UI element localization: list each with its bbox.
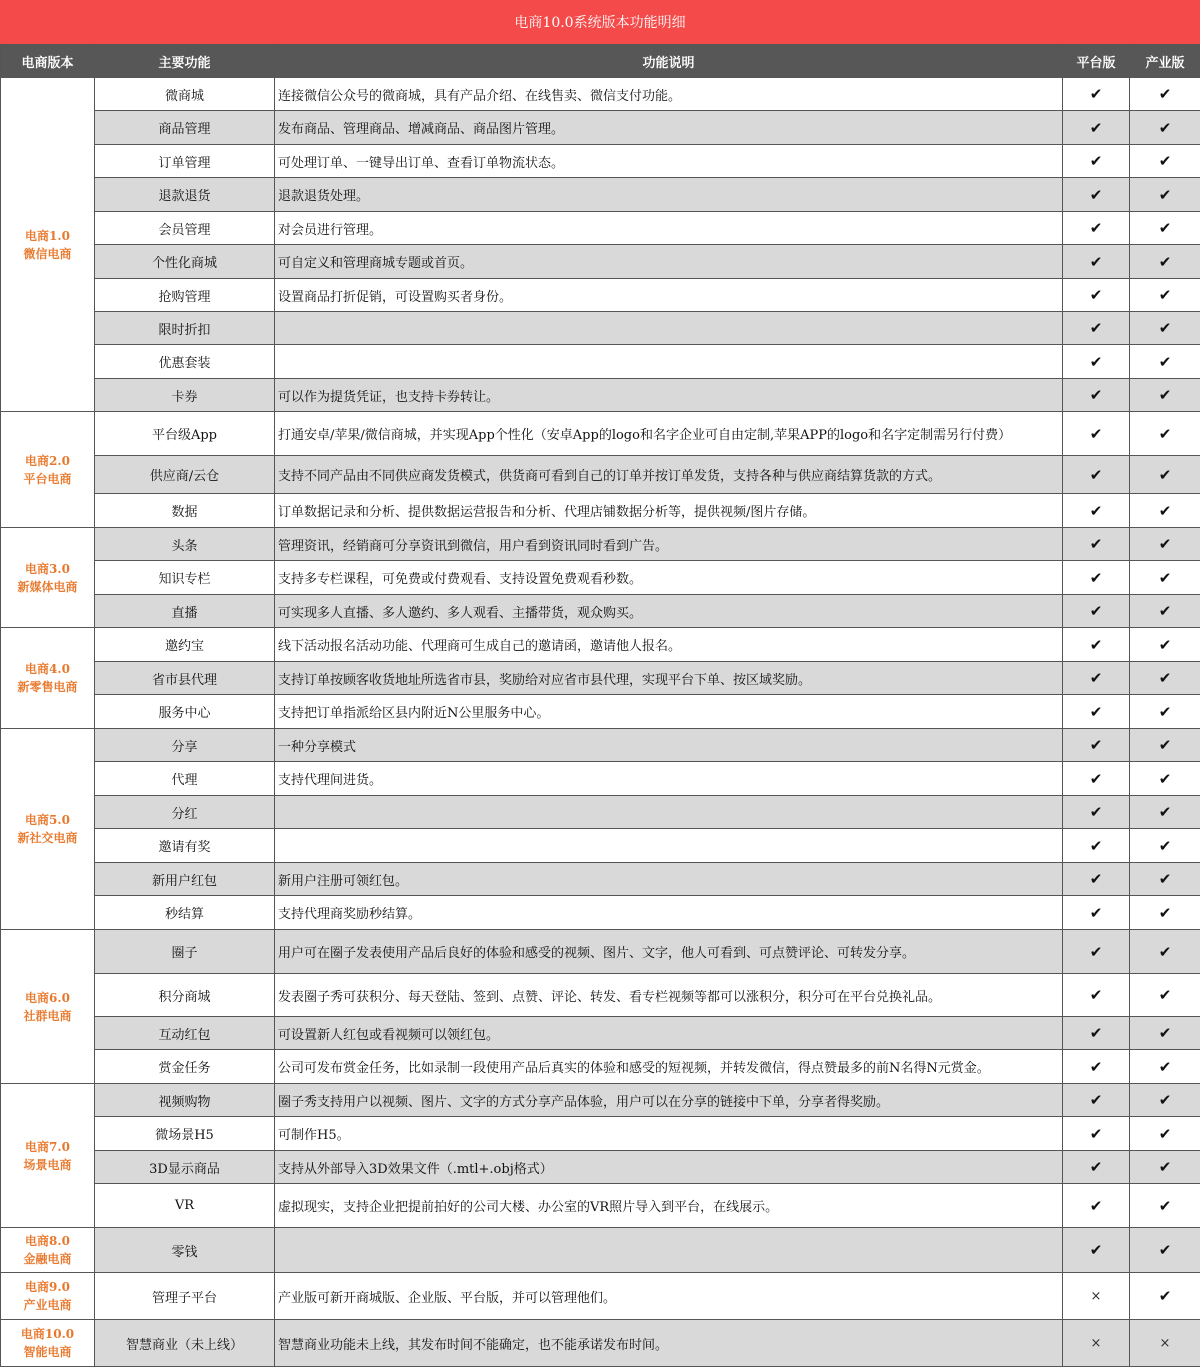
feature-description: 产业版可新开商城版、企业版、平台版，并可以管理他们。 (275, 1273, 1063, 1320)
feature-name: 平台级App (95, 412, 275, 456)
platform-mark: ✔ (1063, 1017, 1130, 1050)
feature-description: 可设置新人红包或看视频可以领红包。 (275, 1017, 1063, 1050)
table-row (1, 1228, 1200, 1273)
feature-name: 圈子 (95, 930, 275, 974)
feature-description (275, 345, 1063, 379)
table-row (1, 412, 1200, 456)
industry-mark: ✔ (1130, 1050, 1200, 1084)
feature-description: 支持不同产品由不同供应商发货模式，供货商可看到自己的订单并按订单发货，支持各种与供应商结算货款的方式。 (275, 456, 1063, 494)
feature-name: 省市县代理 (95, 662, 275, 695)
version-label (1, 528, 95, 628)
feature-description: 支持从外部导入3D效果文件（.mtl+.obj格式） (275, 1151, 1063, 1184)
header-feature: 主要功能 (95, 45, 275, 78)
table-row (1, 379, 1200, 412)
platform-mark: ✔ (1063, 561, 1130, 595)
version-label (1, 1273, 95, 1320)
feature-name: 邀约宝 (95, 628, 275, 662)
platform-mark: ✔ (1063, 1050, 1130, 1084)
table-row (1, 494, 1200, 528)
platform-mark: ✔ (1063, 762, 1130, 796)
industry-mark: ✔ (1130, 456, 1200, 494)
industry-mark: ✔ (1130, 494, 1200, 528)
table-row (1, 145, 1200, 178)
feature-description (275, 312, 1063, 345)
feature-description: 圈子秀支持用户以视频、图片、文字的方式分享产品体验，用户可以在分享的链接中下单，分享者得奖励。 (275, 1084, 1063, 1117)
feature-description: 线下活动报名活动功能、代理商可生成自己的邀请函，邀请他人报名。 (275, 628, 1063, 662)
table-row (1, 896, 1200, 930)
version-label (1, 628, 95, 729)
feature-description: 可处理订单、一键导出订单、查看订单物流状态。 (275, 145, 1063, 178)
feature-name: 代理 (95, 762, 275, 796)
feature-description: 用户可在圈子发表使用产品后良好的体验和感受的视频、图片、文字，他人可看到、可点赞评论、可转发分享。 (275, 930, 1063, 974)
feature-description: 支持代理商奖励秒结算。 (275, 896, 1063, 930)
version-number: 电商7.0 (25, 1139, 70, 1154)
industry-mark: ✔ (1130, 245, 1200, 279)
feature-name: 优惠套装 (95, 345, 275, 379)
industry-mark: ✔ (1130, 78, 1200, 111)
version-category: 金融电商 (23, 1252, 72, 1266)
feature-name: 微商城 (95, 78, 275, 111)
feature-description: 发表圈子秀可获积分、每天登陆、签到、点赞、评论、转发、看专栏视频等都可以涨积分，积分可在平台兑换礼品。 (275, 974, 1063, 1017)
feature-description: 支持订单按顾客收货地址所选省市县，奖励给对应省市县代理，实现平台下单、按区域奖励。 (275, 662, 1063, 695)
version-category: 场景电商 (23, 1157, 72, 1172)
platform-mark: ✔ (1063, 312, 1130, 345)
feature-description: 新用户注册可领红包。 (275, 863, 1063, 896)
table-row (1, 1273, 1200, 1320)
version-number: 电商3.0 (25, 561, 70, 576)
version-number: 电商1.0 (25, 228, 70, 243)
platform-mark: ✔ (1063, 111, 1130, 145)
industry-mark: ✔ (1130, 528, 1200, 561)
feature-name: 零钱 (95, 1228, 275, 1273)
platform-mark: ✔ (1063, 494, 1130, 528)
version-category: 新零售电商 (17, 680, 78, 694)
header-platform: 平台版 (1063, 45, 1130, 78)
platform-mark: × (1063, 1320, 1130, 1367)
table-row (1, 796, 1200, 829)
platform-mark: ✔ (1063, 1151, 1130, 1184)
feature-description (275, 829, 1063, 863)
feature-name: 微场景H5 (95, 1117, 275, 1151)
version-label (1, 78, 95, 412)
industry-mark: ✔ (1130, 930, 1200, 974)
platform-mark: ✔ (1063, 412, 1130, 456)
industry-mark: ✔ (1130, 695, 1200, 729)
industry-mark: ✔ (1130, 796, 1200, 829)
table-row (1, 1050, 1200, 1084)
feature-name: 商品管理 (95, 111, 275, 145)
table-row (1, 312, 1200, 345)
platform-mark: ✔ (1063, 863, 1130, 896)
industry-mark: ✔ (1130, 345, 1200, 379)
version-number: 电商5.0 (25, 813, 70, 827)
industry-mark: ✔ (1130, 111, 1200, 145)
feature-description: 可自定义和管理商城专题或首页。 (275, 245, 1063, 279)
feature-name: 个性化商城 (95, 245, 275, 279)
feature-description: 对会员进行管理。 (275, 212, 1063, 245)
table-row (1, 245, 1200, 279)
industry-mark: ✔ (1130, 595, 1200, 628)
industry-mark: ✔ (1130, 1151, 1200, 1184)
industry-mark: ✔ (1130, 1017, 1200, 1050)
feature-name: 限时折扣 (95, 312, 275, 345)
feature-description (275, 1228, 1063, 1273)
industry-mark: ✔ (1130, 279, 1200, 312)
feature-description: 支持把订单指派给区县内附近N公里服务中心。 (275, 695, 1063, 729)
version-number: 电商6.0 (25, 990, 70, 1005)
industry-mark: ✔ (1130, 1117, 1200, 1151)
platform-mark: ✔ (1063, 528, 1130, 561)
feature-name: 抢购管理 (95, 279, 275, 312)
platform-mark: ✔ (1063, 1184, 1130, 1228)
feature-name: 新用户红包 (95, 863, 275, 896)
platform-mark: ✔ (1063, 145, 1130, 178)
feature-description (275, 796, 1063, 829)
feature-name: 分红 (95, 796, 275, 829)
feature-name: 积分商城 (95, 974, 275, 1017)
feature-table (0, 44, 1200, 1367)
table-row (1, 78, 1200, 111)
table-row (1, 974, 1200, 1017)
table-row (1, 212, 1200, 245)
header-industry: 产业版 (1130, 45, 1200, 78)
feature-description: 连接微信公众号的微商城，具有产品介绍、在线售卖、微信支付功能。 (275, 78, 1063, 111)
feature-name: 分享 (95, 729, 275, 762)
feature-description: 退款退货处理。 (275, 178, 1063, 212)
version-number: 电商10.0 (20, 1327, 75, 1341)
version-category: 新社交电商 (17, 831, 78, 845)
platform-mark: ✔ (1063, 212, 1130, 245)
feature-name: 视频购物 (95, 1084, 275, 1117)
table-row (1, 1117, 1200, 1151)
platform-mark: ✔ (1063, 456, 1130, 494)
version-category: 平台电商 (23, 471, 72, 486)
feature-name: 赏金任务 (95, 1050, 275, 1084)
version-label (1, 729, 95, 930)
platform-mark: ✔ (1063, 695, 1130, 729)
platform-mark: ✔ (1063, 245, 1130, 279)
feature-name: 秒结算 (95, 896, 275, 930)
version-label (1, 412, 95, 528)
table-row (1, 628, 1200, 662)
industry-mark: ✔ (1130, 1228, 1200, 1273)
table-row (1, 1320, 1200, 1367)
platform-mark: ✔ (1063, 595, 1130, 628)
table-row (1, 345, 1200, 379)
table-row (1, 456, 1200, 494)
industry-mark: ✔ (1130, 662, 1200, 695)
industry-mark: ✔ (1130, 896, 1200, 930)
feature-name: VR (95, 1184, 275, 1228)
platform-mark: ✔ (1063, 1084, 1130, 1117)
feature-description: 智慧商业功能未上线，其发布时间不能确定，也不能承诺发布时间。 (275, 1320, 1063, 1367)
industry-mark: ✔ (1130, 412, 1200, 456)
version-category: 产业电商 (23, 1298, 72, 1312)
table-row (1, 1151, 1200, 1184)
feature-description: 发布商品、管理商品、增减商品、商品图片管理。 (275, 111, 1063, 145)
industry-mark: ✔ (1130, 178, 1200, 212)
platform-mark: ✔ (1063, 662, 1130, 695)
version-label (1, 1084, 95, 1228)
version-label (1, 1320, 95, 1367)
industry-mark: × (1130, 1320, 1200, 1367)
platform-mark: × (1063, 1273, 1130, 1320)
feature-name: 3D显示商品 (95, 1151, 275, 1184)
platform-mark: ✔ (1063, 345, 1130, 379)
header-description: 功能说明 (275, 45, 1063, 78)
platform-mark: ✔ (1063, 1228, 1130, 1273)
header-row (1, 45, 1200, 78)
version-category: 微信电商 (23, 246, 72, 261)
table-row (1, 762, 1200, 796)
feature-description: 一种分享模式 (275, 729, 1063, 762)
feature-name: 邀请有奖 (95, 829, 275, 863)
feature-description: 支持代理间进货。 (275, 762, 1063, 796)
industry-mark: ✔ (1130, 145, 1200, 178)
industry-mark: ✔ (1130, 829, 1200, 863)
feature-name: 直播 (95, 595, 275, 628)
industry-mark: ✔ (1130, 561, 1200, 595)
table-title: 电商10.0系统版本功能明细 (0, 0, 1200, 44)
table-row (1, 561, 1200, 595)
feature-description: 可以作为提货凭证，也支持卡券转让。 (275, 379, 1063, 412)
feature-description: 订单数据记录和分析、提供数据运营报告和分析、代理店铺数据分析等，提供视频/图片存储。 (275, 494, 1063, 528)
feature-name: 订单管理 (95, 145, 275, 178)
feature-name: 卡券 (95, 379, 275, 412)
platform-mark: ✔ (1063, 379, 1130, 412)
feature-name: 会员管理 (95, 212, 275, 245)
version-category: 社群电商 (23, 1008, 72, 1023)
platform-mark: ✔ (1063, 178, 1130, 212)
feature-description: 打通安卓/苹果/微信商城，并实现App个性化（安卓App的logo和名字企业可自由定制,苹果APP的logo和名字定制需另行付费） (275, 412, 1063, 456)
platform-mark: ✔ (1063, 974, 1130, 1017)
feature-name: 智慧商业（未上线） (95, 1320, 275, 1367)
industry-mark: ✔ (1130, 1084, 1200, 1117)
header-version: 电商版本 (1, 45, 95, 78)
feature-name: 头条 (95, 528, 275, 561)
platform-mark: ✔ (1063, 930, 1130, 974)
platform-mark: ✔ (1063, 1117, 1130, 1151)
industry-mark: ✔ (1130, 1184, 1200, 1228)
industry-mark: ✔ (1130, 1273, 1200, 1320)
feature-name: 退款退货 (95, 178, 275, 212)
feature-name: 管理子平台 (95, 1273, 275, 1320)
industry-mark: ✔ (1130, 312, 1200, 345)
industry-mark: ✔ (1130, 628, 1200, 662)
feature-description: 可制作H5。 (275, 1117, 1063, 1151)
table-row (1, 111, 1200, 145)
table-row (1, 1017, 1200, 1050)
platform-mark: ✔ (1063, 796, 1130, 829)
industry-mark: ✔ (1130, 863, 1200, 896)
table-row (1, 1184, 1200, 1228)
table-row (1, 1084, 1200, 1117)
feature-name: 供应商/云仓 (95, 456, 275, 494)
version-label (1, 930, 95, 1084)
table-row (1, 178, 1200, 212)
platform-mark: ✔ (1063, 279, 1130, 312)
feature-description: 虚拟现实，支持企业把提前拍好的公司大楼、办公室的VR照片导入到平台，在线展示。 (275, 1184, 1063, 1228)
platform-mark: ✔ (1063, 78, 1130, 111)
platform-mark: ✔ (1063, 829, 1130, 863)
industry-mark: ✔ (1130, 379, 1200, 412)
feature-description: 设置商品打折促销，可设置购买者身份。 (275, 279, 1063, 312)
feature-name: 知识专栏 (95, 561, 275, 595)
platform-mark: ✔ (1063, 896, 1130, 930)
feature-description: 可实现多人直播、多人邀约、多人观看、主播带货，观众购买。 (275, 595, 1063, 628)
feature-name: 服务中心 (95, 695, 275, 729)
feature-name: 数据 (95, 494, 275, 528)
feature-description: 公司可发布赏金任务，比如录制一段使用产品后真实的体验和感受的短视频，并转发微信，得点赞最多的前N名得N元赏金。 (275, 1050, 1063, 1084)
platform-mark: ✔ (1063, 628, 1130, 662)
table-row (1, 279, 1200, 312)
version-number: 电商2.0 (25, 453, 70, 468)
feature-description: 支持多专栏课程，可免费或付费观看、支持设置免费观看秒数。 (275, 561, 1063, 595)
industry-mark: ✔ (1130, 729, 1200, 762)
version-category: 智能电商 (23, 1345, 72, 1359)
table-row (1, 595, 1200, 628)
version-number: 电商8.0 (25, 1234, 70, 1248)
table-row (1, 528, 1200, 561)
feature-name: 互动红包 (95, 1017, 275, 1050)
industry-mark: ✔ (1130, 212, 1200, 245)
table-row (1, 930, 1200, 974)
version-category: 新媒体电商 (17, 579, 78, 594)
version-label (1, 1228, 95, 1273)
table-row (1, 729, 1200, 762)
table-row (1, 863, 1200, 896)
version-number: 电商4.0 (25, 662, 70, 676)
industry-mark: ✔ (1130, 974, 1200, 1017)
feature-description: 管理资讯，经销商可分享资讯到微信，用户看到资讯同时看到广告。 (275, 528, 1063, 561)
platform-mark: ✔ (1063, 729, 1130, 762)
version-number: 电商9.0 (25, 1280, 70, 1294)
table-row (1, 662, 1200, 695)
table-row (1, 695, 1200, 729)
industry-mark: ✔ (1130, 762, 1200, 796)
table-row (1, 829, 1200, 863)
